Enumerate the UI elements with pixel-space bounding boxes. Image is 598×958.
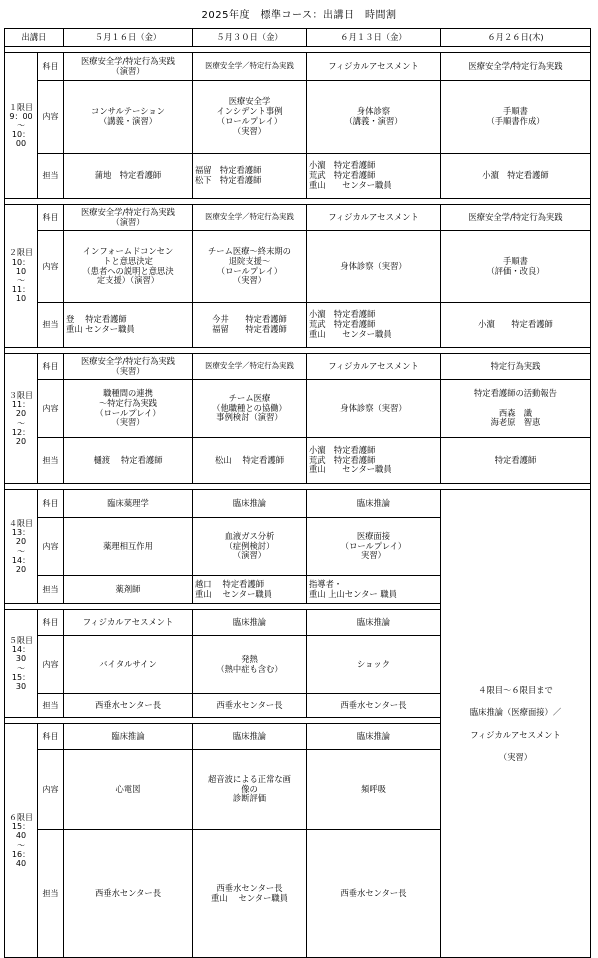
content-label: 内容 bbox=[38, 636, 64, 694]
teacher-cell: 小濵 特定看護師 bbox=[441, 303, 591, 348]
subject-cell: 医療安全学／特定行為実践 bbox=[193, 354, 307, 380]
period-label: ３限目 11：20 ～ 12：20 bbox=[5, 354, 38, 484]
period-label: １限目 9：00 ～ 10：00 bbox=[5, 53, 38, 199]
subject-cell: フィジカルアセスメント bbox=[307, 205, 441, 231]
period-label: ２限目 10：10 ～ 11：10 bbox=[5, 205, 38, 348]
teacher-cell: 小濵 特定看護師 荒武 特定看護師 重山 センター職員 bbox=[307, 303, 441, 348]
teacher-label: 担当 bbox=[38, 438, 64, 484]
content-cell: 手順書 （評価・改良） bbox=[441, 231, 591, 303]
content-label: 内容 bbox=[38, 750, 64, 830]
subject-cell: 特定行為実践 bbox=[441, 354, 591, 380]
subject-cell: フィジカルアセスメント bbox=[64, 610, 193, 636]
subject-label: 科目 bbox=[38, 490, 64, 518]
header-date-label: 出講日 bbox=[5, 29, 64, 47]
subject-cell: 医療安全学／特定行為実践 bbox=[193, 53, 307, 81]
teacher-cell: 登 特定看護師 重山 センター職員 bbox=[64, 303, 193, 348]
subject-cell: 医療安全学/特定行為実践 （演習） bbox=[64, 205, 193, 231]
content-cell: 身体診察 （講義・演習） bbox=[307, 81, 441, 154]
header-date: ５月３０日（金） bbox=[193, 29, 307, 47]
teacher-cell: 西垂水センター長 bbox=[307, 694, 441, 718]
teacher-cell: 指導者・ 重山 上山センター 職員 bbox=[307, 576, 441, 604]
teacher-label: 担当 bbox=[38, 154, 64, 199]
teacher-cell: 西垂水センター長 bbox=[64, 694, 193, 718]
content-cell: 職種間の連携 ～特定行為実践 （ロールプレイ） （実習） bbox=[64, 380, 193, 438]
subject-cell: 臨床薬理学 bbox=[64, 490, 193, 518]
period-label: ４限目 13：20 ～ 14：20 bbox=[5, 490, 38, 604]
content-cell: チーム医療 （他職種との協働） 事例検討（演習） bbox=[193, 380, 307, 438]
content-label: 内容 bbox=[38, 518, 64, 576]
subject-row bbox=[5, 354, 591, 380]
subject-cell: 臨床推論 bbox=[307, 724, 441, 750]
subject-cell: 臨床推論 bbox=[193, 724, 307, 750]
content-label: 内容 bbox=[38, 81, 64, 154]
teacher-cell: 西垂水センター長 bbox=[307, 830, 441, 958]
subject-label: 科目 bbox=[38, 724, 64, 750]
subject-cell: 臨床推論 bbox=[307, 490, 441, 518]
teacher-cell: 小濵 特定看護師 bbox=[441, 154, 591, 199]
content-cell: ショック bbox=[307, 636, 441, 694]
content-row bbox=[5, 380, 591, 438]
header-date: ６月２６日(木) bbox=[441, 29, 591, 47]
subject-cell: 臨床推論 bbox=[193, 610, 307, 636]
content-cell: バイタルサイン bbox=[64, 636, 193, 694]
teacher-label: 担当 bbox=[38, 830, 64, 958]
teacher-label: 担当 bbox=[38, 576, 64, 604]
subject-cell: 医療安全学／特定行為実践 bbox=[193, 205, 307, 231]
content-label: 内容 bbox=[38, 380, 64, 438]
teacher-cell: 小濵 特定看護師 荒武 特定看護師 重山 センター職員 bbox=[307, 438, 441, 484]
teacher-cell: 西垂水センター長 bbox=[64, 830, 193, 958]
content-cell: 超音波による正常な画 像の 診断評価 bbox=[193, 750, 307, 830]
teacher-cell: 樋渡 特定看護師 bbox=[64, 438, 193, 484]
subject-cell: フィジカルアセスメント bbox=[307, 53, 441, 81]
teacher-cell: 蒲地 特定看護師 bbox=[64, 154, 193, 199]
content-cell: 医療面接 （ロールプレイ） 実習） bbox=[307, 518, 441, 576]
teacher-row bbox=[5, 154, 591, 199]
teacher-cell: 越口 特定看護師 重山 センター職員 bbox=[193, 576, 307, 604]
content-cell: インフォームドコンセン トと意思決定 （患者への説明と意思決 定支援）（演習） bbox=[64, 231, 193, 303]
content-cell: 心電図 bbox=[64, 750, 193, 830]
subject-cell: 医療安全学/特定行為実践 bbox=[441, 53, 591, 81]
period-label: ５限目 14：30 ～ 15：30 bbox=[5, 610, 38, 718]
content-cell: コンサルテーション （講義・演習） bbox=[64, 81, 193, 154]
subject-cell: 医療安全学/特定行為実践 bbox=[441, 205, 591, 231]
teacher-cell: 薬剤師 bbox=[64, 576, 193, 604]
teacher-cell: 今井 特定看護師 福留 特定看護師 bbox=[193, 303, 307, 348]
period-label: ６限目 15：40 ～ 16：40 bbox=[5, 724, 38, 958]
teacher-cell: 松山 特定看護師 bbox=[193, 438, 307, 484]
header-date: ５月１６日（金） bbox=[64, 29, 193, 47]
content-cell: 身体診察（実習） bbox=[307, 380, 441, 438]
teacher-cell: 西垂水センター長 bbox=[193, 694, 307, 718]
teacher-cell: 福留 特定看護師 松下 特定看護師 bbox=[193, 154, 307, 199]
document-title: 2025年度 標準コース：出講日 時間割 bbox=[201, 10, 397, 21]
subject-label: 科目 bbox=[38, 205, 64, 231]
subject-cell: フィジカルアセスメント bbox=[307, 354, 441, 380]
content-cell: 手順書 （手順書作成） bbox=[441, 81, 591, 154]
subject-label: 科目 bbox=[38, 354, 64, 380]
subject-cell: 医療安全学/特定行為実践 （実習） bbox=[64, 354, 193, 380]
teacher-label: 担当 bbox=[38, 303, 64, 348]
subject-label: 科目 bbox=[38, 610, 64, 636]
content-cell: 薬理相互作用 bbox=[64, 518, 193, 576]
header-date: ６月１３日（金） bbox=[307, 29, 441, 47]
content-row bbox=[5, 81, 591, 154]
merged-note-cell: ４限目～６限目まで 臨床推論（医療面接）／ フィジカルアセスメント （実習） bbox=[441, 490, 591, 958]
subject-cell: 臨床推論 bbox=[193, 490, 307, 518]
subject-label: 科目 bbox=[38, 53, 64, 81]
timetable bbox=[4, 28, 591, 958]
subject-cell: 臨床推論 bbox=[307, 610, 441, 636]
header-row bbox=[5, 29, 591, 47]
content-cell: 特定看護師の活動報告 西森 識 海老原 智恵 bbox=[441, 380, 591, 438]
content-cell: 頻呼吸 bbox=[307, 750, 441, 830]
content-cell: 血液ガス分析 （症例検討） （演習） bbox=[193, 518, 307, 576]
teacher-label: 担当 bbox=[38, 694, 64, 718]
subject-cell: 医療安全学/特定行為実践 （演習） bbox=[64, 53, 193, 81]
teacher-row bbox=[5, 303, 591, 348]
content-row bbox=[5, 231, 591, 303]
content-cell: チーム医療～終末期の 退院支援～ （ロールプレイ） （実習） bbox=[193, 231, 307, 303]
content-cell: 発熱 （熱中症も含む） bbox=[193, 636, 307, 694]
content-cell: 身体診察（実習） bbox=[307, 231, 441, 303]
teacher-cell: 特定看護師 bbox=[441, 438, 591, 484]
subject-row bbox=[5, 205, 591, 231]
subject-cell: 臨床推論 bbox=[64, 724, 193, 750]
teacher-cell: 小濵 特定看護師 荒武 特定看護師 重山 センター職員 bbox=[307, 154, 441, 199]
teacher-row bbox=[5, 438, 591, 484]
content-cell: 医療安全学 インシデント事例 （ロールプレイ） （実習） bbox=[193, 81, 307, 154]
subject-row bbox=[5, 53, 591, 81]
subject-row bbox=[5, 490, 591, 518]
teacher-cell: 西垂水センター長 重山 センター職員 bbox=[193, 830, 307, 958]
content-label: 内容 bbox=[38, 231, 64, 303]
